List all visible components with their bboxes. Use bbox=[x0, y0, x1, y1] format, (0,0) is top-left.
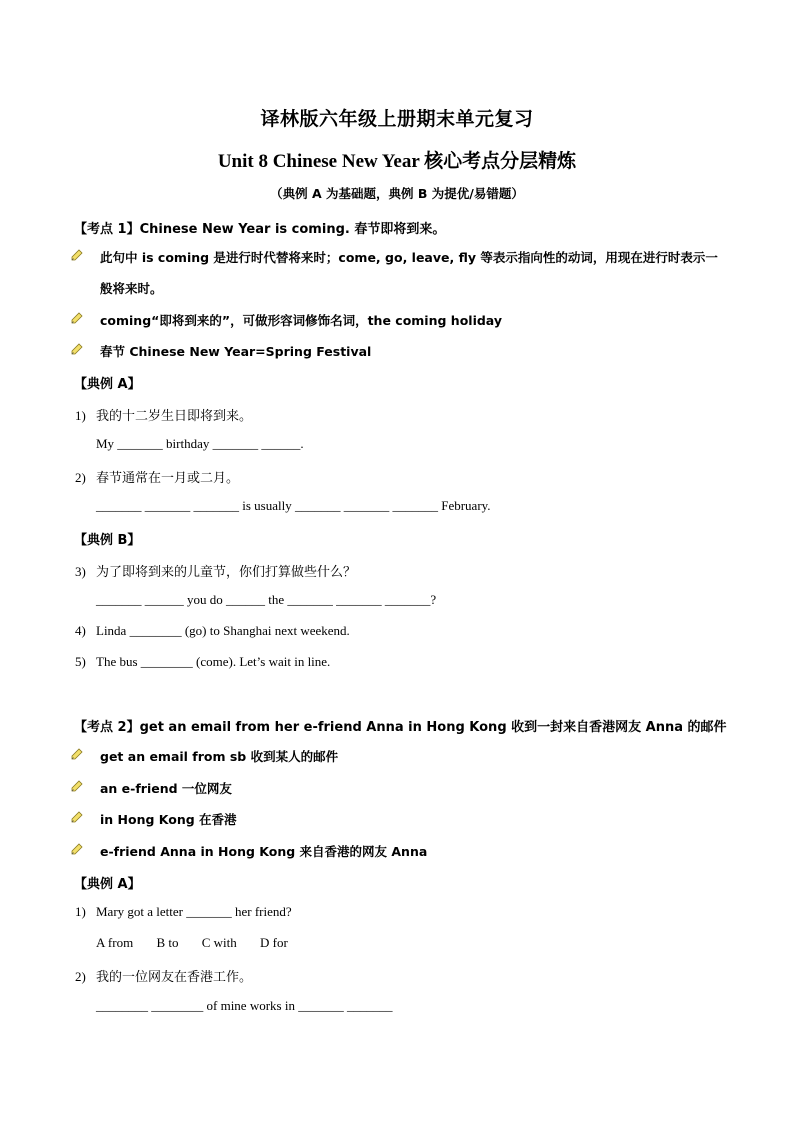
kp1-bullet-1: 此句中 is coming 是进行时代替将来时；come, go, leave, fly 等表示指向性的动词，用现在进行时表示一 bbox=[100, 248, 718, 266]
subtitle-chinese: 核心考点分层精炼 bbox=[424, 150, 577, 172]
kp1-exB-q4[interactable]: 4) Linda ________ (go) to Shanghai next weekend. bbox=[75, 623, 350, 638]
kp2-bullet-4: e-friend Anna in Hong Kong 来自香港的网友 Anna bbox=[100, 842, 427, 860]
kp1-exA-a2[interactable]: _______ _______ _______ is usually _______ _______ _______ February. bbox=[96, 498, 491, 513]
pencil-icon bbox=[71, 811, 83, 823]
pencil-icon bbox=[71, 312, 83, 324]
kp2-exA-q1[interactable]: 1) Mary got a letter _______ her friend? bbox=[75, 904, 292, 919]
pencil-icon bbox=[71, 249, 83, 261]
kp1-bullet-3: 春节 Chinese New Year=Spring Festival bbox=[100, 342, 371, 360]
kp1-bullet-2: coming“即将到来的”，可做形容词修饰名词，the coming holiday bbox=[100, 311, 502, 329]
kp2-bullet-2: an e-friend 一位网友 bbox=[100, 779, 232, 797]
kp1-example-a-label: 【典例 A】 bbox=[74, 377, 141, 392]
kp2-exA-a2[interactable]: ________ ________ of mine works in _______ _______ bbox=[96, 998, 393, 1013]
kp2-exA-q2: 2) 我的一位网友在香港工作。 bbox=[75, 969, 253, 985]
kp1-bullet-1-cont: 般将来时。 bbox=[100, 281, 163, 296]
pencil-icon bbox=[71, 343, 83, 355]
difficulty-note: （典例 A 为基础题，典例 B 为提优/易错题） bbox=[270, 186, 524, 201]
kp1-exB-q5[interactable]: 5) The bus ________ (come). Let’s wait in line. bbox=[75, 654, 331, 669]
option-d[interactable]: D for bbox=[260, 935, 288, 950]
pencil-icon bbox=[71, 843, 83, 855]
kp1-example-b-label: 【典例 B】 bbox=[74, 533, 141, 548]
option-c[interactable]: C with bbox=[201, 935, 237, 950]
kp2-bullet-1: get an email from sb 收到某人的邮件 bbox=[100, 747, 338, 765]
kp1-exB-q3: 3) 为了即将到来的儿童节，你们打算做些什么？ bbox=[75, 564, 357, 580]
page-subtitle bbox=[0, 146, 794, 173]
kp1-exA-q1: 1) 我的十二岁生日即将到来。 bbox=[75, 408, 253, 424]
kp2-exA-q1-options bbox=[96, 935, 308, 951]
pencil-icon bbox=[71, 780, 83, 792]
pencil-icon bbox=[71, 748, 83, 760]
kp2-example-a-label: 【典例 A】 bbox=[74, 877, 141, 892]
kp2-heading: 【考点 2】get an email from her e-friend Anna in Hong Kong 收到一封来自香港网友 Anna 的邮件 bbox=[74, 720, 727, 735]
kp1-heading: 【考点 1】Chinese New Year is coming. 春节即将到来。 bbox=[74, 222, 446, 237]
page-title: 译林版六年级上册期末单元复习 bbox=[260, 108, 534, 130]
kp1-exA-q2: 2) 春节通常在一月或二月。 bbox=[75, 470, 240, 486]
option-a[interactable]: A from bbox=[96, 935, 134, 950]
kp2-bullet-3: in Hong Kong 在香港 bbox=[100, 810, 237, 828]
subtitle-english: Unit 8 Chinese New Year bbox=[217, 151, 425, 172]
option-b[interactable]: B to bbox=[156, 935, 179, 950]
kp1-exB-a3[interactable]: _______ ______ you do ______ the _______ _______ _______? bbox=[96, 592, 437, 607]
kp1-exA-a1[interactable]: My _______ birthday _______ ______. bbox=[96, 436, 304, 451]
